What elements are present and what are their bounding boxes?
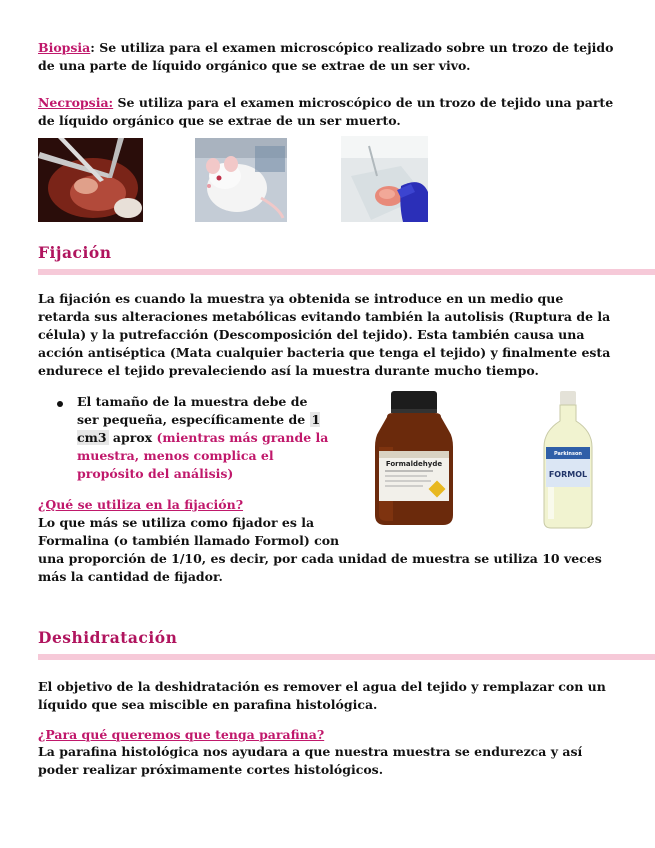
deshidratacion-question: ¿Para qué queremos que tenga parafina? [38,727,325,742]
bullet-text-2: aprox [108,430,157,445]
bullet-note: (mientras más grande la muestra, menos complica el propósito del análisis) [77,430,329,481]
fijacion-divider [38,269,655,275]
bottle-label-text: FORMOL [548,470,588,479]
deshidratacion-divider [38,654,655,660]
necropsia-text: Se utiliza para el examen microscópico de un trozo de tejido una parte de líquido orgánico que se extrae de un ser muerto. [38,95,614,128]
sample-size-bullet [77,393,332,483]
formol-bottle [540,391,596,529]
formaldehyde-jar [369,391,459,526]
necropsia-definition [38,94,623,130]
biopsia-text: : Se utiliza para el examen microscópico realizado sobre un trozo de tejido de una parte de líquido orgánico que se extrae de un ser vivo. [38,40,614,73]
fijacion-answer-rest: una proporción de 1/10, es decir, por cada unidad de muestra se utiliza 10 veces más la cantidad de fijador. [38,551,602,584]
lab-rat-photo [195,138,287,222]
fijacion-heading: Fijación [38,243,112,262]
jar-label-text: Formaldehyde [385,460,443,468]
sample-size-highlight: 1 cm3 [77,412,321,445]
fijacion-answer-line1: Lo que más se utiliza como fijador es la [38,515,315,530]
bullet-text-1: El tamaño de la muestra debe de ser pequeña, específicamente de [77,394,310,427]
bottle-brand-text: Parkinson [554,451,582,457]
deshidratacion-answer: La parafina histológica nos ayudara a que nuestra muestra se endurezca y así poder realizar próximamente cortes histológicos. [38,744,583,777]
necropsia-term: Necropsia: [38,95,114,110]
tissue-sample-photo [341,136,428,222]
fijacion-paragraph: La fijación es cuando la muestra ya obtenida se introduce en un medio que retarda sus alteraciones metabólicas evitando también la autolisis (Ruptura de la célula) y la putrefacción (Descomposición del tejido). Esta también causa una acción antiséptica (Mata cualquier bacteria que tenga el tejido) y finalmente esta endurece el tejido prevaleciendo así la muestra durante mucho tiempo. [38,291,611,378]
biopsia-term: Biopsia [38,40,91,55]
surgery-photo [38,138,143,222]
fijacion-answer-line2: Formalina (o también llamado Formol) con [38,533,340,548]
fijacion-question: ¿Qué se utiliza en la fijación? [38,497,244,512]
bullet-marker [57,401,63,407]
biopsia-definition [38,39,623,75]
deshidratacion-heading: Deshidratación [38,628,178,647]
deshidratacion-paragraph: El objetivo de la deshidratación es remover el agua del tejido y remplazar con un líquido que sea miscible en parafina histológica. [38,679,606,712]
